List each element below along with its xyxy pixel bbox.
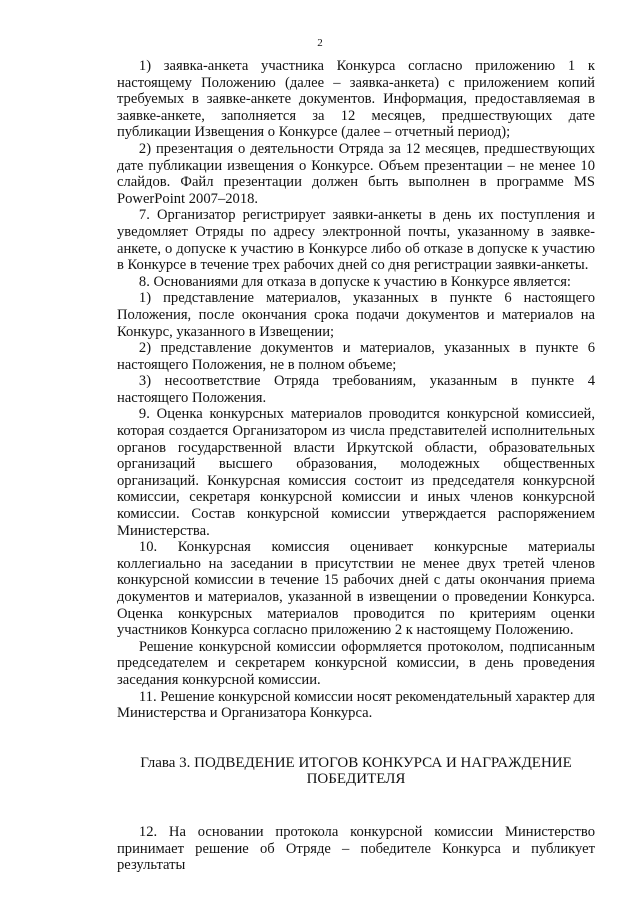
page-number: 2: [317, 37, 323, 49]
paragraph-9-commission: 9. Оценка конкурсных материалов проводится конкурсной комиссией, которая создается Организатором из числа представителей исполнительных органов государственной власти Иркутской области, образовательных организаций высшего образования, молодежных общественных организаций. Конкурсная комиссия состоит из председателя конкурсной комиссии, секретаря конкурсной комиссии и иных членов конкурсной комиссии. Состав конкурсной комиссии утверждается распоряжением Министерства.: [117, 406, 595, 539]
paragraph-8-item-1: 1) представление материалов, указанных в пункте 6 настоящего Положения, после окончания срока подачи документов и материалов на Конкурс, указанного в Извещении;: [117, 290, 595, 340]
paragraph-8-item-3: 3) несоответствие Отряда требованиям, указанным в пункте 4 настоящего Положения.: [117, 373, 595, 406]
paragraph-11-recommendation: 11. Решение конкурсной комиссии носят рекомендательный характер для Министерства и Организатора Конкурса.: [117, 688, 595, 722]
paragraph-8-item-2: 2) представление документов и материалов, указанных в пункте 6 настоящего Положения, не в полном объеме;: [117, 340, 595, 373]
paragraph-presentation: 2) презентация о деятельности Отряда за 12 месяцев, предшествующих дате публикации извещения о Конкурсе. Объем презентации – не менее 10 слайдов. Файл презентации должен быть выполнен в программе MS PowerPoint 2007–2018.: [117, 140, 595, 207]
paragraph-decision-protocol: Решение конкурсной комиссии оформляется протоколом, подписанным председателем и секретарем конкурсной комиссии, в день проведения заседания конкурсной комиссии.: [117, 638, 595, 688]
document-body: [117, 58, 595, 874]
paragraph-7-registration: 7. Организатор регистрирует заявки-анкеты в день их поступления и уведомляет Отряды по адресу электронной почты, указанному в заявке-анкете, о допуске к участию в Конкурсе либо об отказе в допуске к участию в Конкурсе в течение трех рабочих дней со дня регистрации заявки-анкеты.: [117, 207, 595, 274]
paragraph-8-refusal-grounds: 8. Основаниями для отказа в допуске к участию в Конкурсе является:: [138, 273, 571, 290]
paragraph-application-form: 1) заявка-анкета участника Конкурса согласно приложению 1 к настоящему Положению (далее – заявка-анкета) с приложением копий требуемых в заявке-анкете документов. Информация, предоставляемая в заявке-анкете, заполняется за 12 месяцев, предшествующих дате публикации Извещения о Конкурсе (далее – отчетный период);: [117, 58, 595, 141]
paragraph-10-evaluation: 10. Конкурсная комиссия оценивает конкурсные материалы коллегиально на заседании в присутствии не менее двух третей членов конкурсной комиссии в течение 15 рабочих дней с даты окончания приема документов и материалов, указанной в извещении о проведении Конкурса. Оценка конкурсных материалов проводится по критериям оценки участников Конкурса согласно приложению 2 к настоящему Положению.: [117, 539, 595, 639]
chapter-heading: Глава 3. ПОДВЕДЕНИЕ ИТОГОВ КОНКУРСА И НАГРАЖДЕНИЕ ПОБЕДИТЕЛЯ: [140, 754, 572, 788]
paragraph-12-results: 12. На основании протокола конкурсной комиссии Министерство принимает решение об Отряде – победителе Конкурса и публикует результаты: [117, 823, 595, 874]
